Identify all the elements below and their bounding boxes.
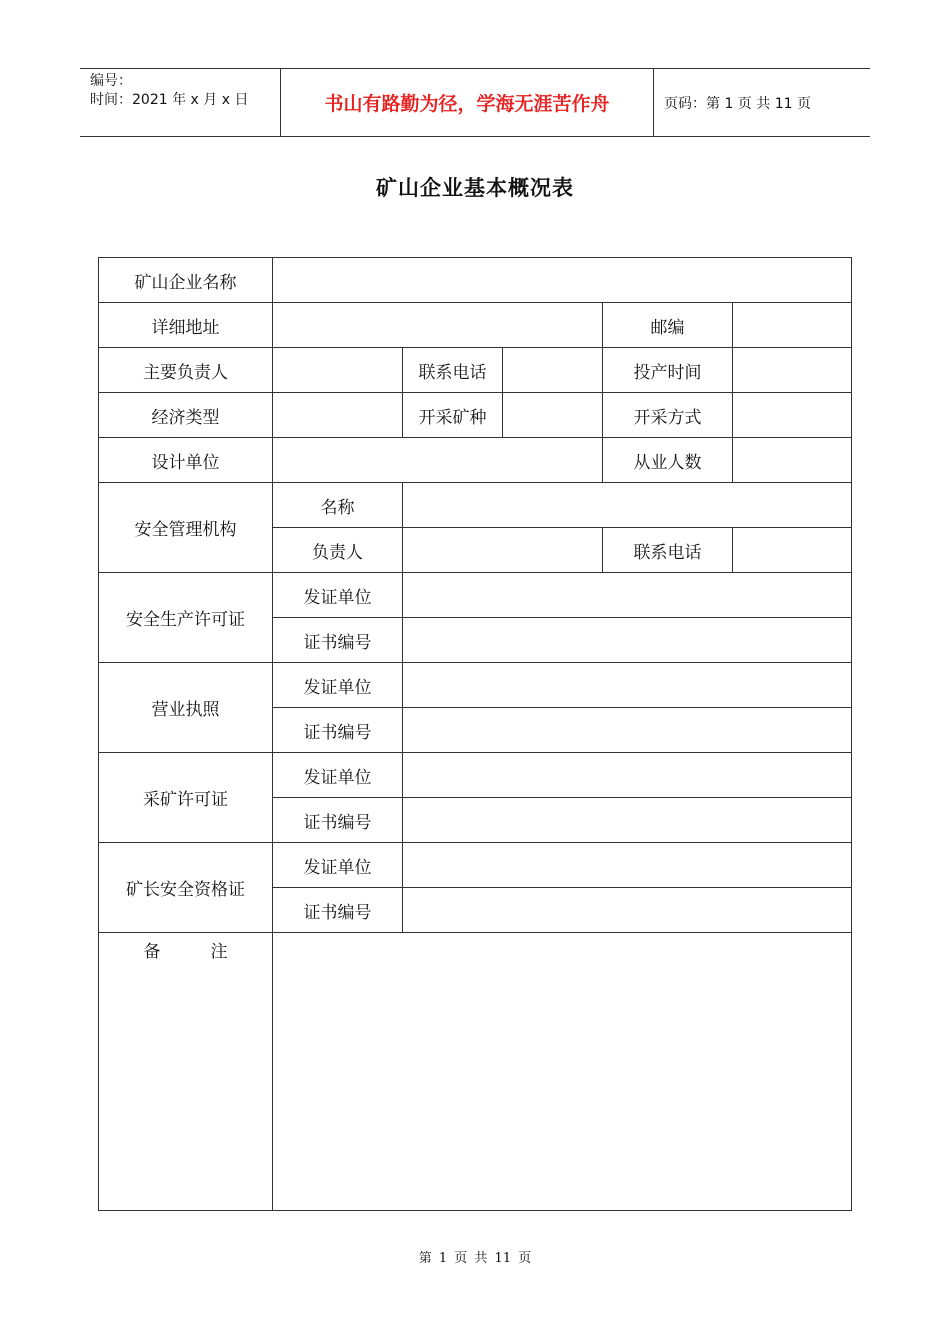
safety-license-issuer-field[interactable]: [403, 573, 852, 618]
business-license-issuer-field[interactable]: [403, 663, 852, 708]
issuer-label: 发证单位: [273, 843, 403, 888]
cert-no-label: 证书编号: [273, 618, 403, 663]
company-info-table: [98, 257, 852, 1211]
safety-license-label: 安全生产许可证: [99, 573, 273, 663]
cert-no-label: 证书编号: [273, 798, 403, 843]
org-leader-label: 负责人: [273, 528, 403, 573]
safety-org-label: 安全管理机构: [99, 483, 273, 573]
org-name-field[interactable]: [403, 483, 852, 528]
manager-cert-label: 矿长安全资格证: [99, 843, 273, 933]
cert-no-label: 证书编号: [273, 708, 403, 753]
table-row: [99, 483, 852, 528]
document-title: 矿山企业基本概况表: [376, 176, 574, 200]
business-license-label: 营业执照: [99, 663, 273, 753]
mining-license-issuer-field[interactable]: [403, 753, 852, 798]
number-label: 编号：: [90, 73, 132, 89]
org-name-label: 名称: [273, 483, 403, 528]
mining-method-label: 开采方式: [603, 393, 733, 438]
table-row: [99, 663, 852, 708]
phone-field[interactable]: [503, 348, 603, 393]
economy-type-label: 经济类型: [99, 393, 273, 438]
table-row: [99, 438, 852, 483]
phone-label: 联系电话: [403, 348, 503, 393]
remark-text: 备注: [143, 942, 278, 962]
mineral-label: 开采矿种: [403, 393, 503, 438]
postcode-label: 邮编: [603, 303, 733, 348]
issuer-label: 发证单位: [273, 663, 403, 708]
leader-label: 主要负责人: [99, 348, 273, 393]
table-row: [99, 753, 852, 798]
table-row: [99, 843, 852, 888]
header-motto: 书山有路勤为径，学海无涯苦作舟: [280, 69, 654, 136]
page-footer: 第 1 页 共 11 页: [418, 1251, 532, 1266]
employees-label: 从业人数: [603, 438, 733, 483]
employees-field[interactable]: [733, 438, 852, 483]
mining-license-no-field[interactable]: [403, 798, 852, 843]
mining-license-label: 采矿许可证: [99, 753, 273, 843]
cert-no-label: 证书编号: [273, 888, 403, 933]
start-time-label: 投产时间: [603, 348, 733, 393]
header-meta: [80, 69, 280, 136]
table-row: [99, 303, 852, 348]
mining-method-field[interactable]: [733, 393, 852, 438]
remark-field[interactable]: [273, 933, 852, 1211]
address-field[interactable]: [273, 303, 603, 348]
org-phone-label: 联系电话: [603, 528, 733, 573]
start-time-field[interactable]: [733, 348, 852, 393]
issuer-label: 发证单位: [273, 753, 403, 798]
table-row: [99, 393, 852, 438]
table-row: [99, 258, 852, 303]
business-license-no-field[interactable]: [403, 708, 852, 753]
remark-label: [99, 933, 278, 1211]
address-label: 详细地址: [99, 303, 273, 348]
manager-cert-no-field[interactable]: [403, 888, 852, 933]
design-unit-field[interactable]: [273, 438, 603, 483]
economy-type-field[interactable]: [273, 393, 403, 438]
header-page-info: 页码：第 1 页 共 11 页: [664, 95, 811, 112]
page-header: [80, 68, 870, 137]
issuer-label: 发证单位: [273, 573, 403, 618]
org-phone-field[interactable]: [733, 528, 852, 573]
manager-cert-issuer-field[interactable]: [403, 843, 852, 888]
table-row: [99, 348, 852, 393]
table-row: [99, 933, 852, 1211]
mineral-field[interactable]: [503, 393, 603, 438]
company-name-label: 矿山企业名称: [99, 258, 273, 303]
company-name-field[interactable]: [273, 258, 852, 303]
org-leader-field[interactable]: [403, 528, 603, 573]
safety-license-no-field[interactable]: [403, 618, 852, 663]
postcode-field[interactable]: [733, 303, 852, 348]
leader-field[interactable]: [273, 348, 403, 393]
time-label: 时间：2021 年 x 月 x 日: [90, 92, 249, 108]
design-unit-label: 设计单位: [99, 438, 273, 483]
table-row: [99, 573, 852, 618]
